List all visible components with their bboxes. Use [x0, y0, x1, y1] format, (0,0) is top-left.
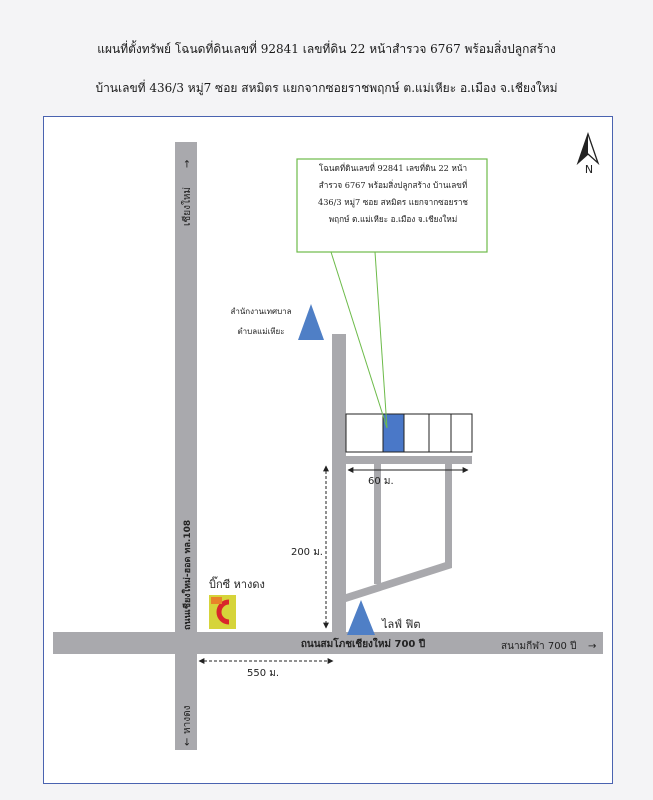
parcel — [429, 414, 451, 452]
soi-sahamit — [346, 456, 472, 464]
map-title-line-2: บ้านเลขที่ 436/3 หมู่7 ซอย สหมิตร แยกจากซอยราชพฤกษ์ ต.แม่เหียะ อ.เมือง จ.เชียงใหม่ — [95, 81, 558, 95]
map-title-line-1: แผนที่ตั้งทรัพย์ โฉนดที่ดินเลขที่ 92841 เลขที่ดิน 22 หน้าสำรวจ 6767 พร้อมสิ่งปลูกสร้าง — [97, 42, 556, 56]
callout-line-4: พฤกษ์ ต.แม่เหียะ อ.เมือง จ.เชียงใหม่ — [328, 214, 458, 224]
north-arrow-icon — [578, 134, 598, 163]
bigc-logo-icon — [209, 595, 236, 629]
stadium-label: สนามกีฬา 700 ปี — [501, 641, 577, 652]
hod-road-label: ถนนเชียงใหม่-ฮอด ทล.108 — [183, 519, 193, 630]
chiangmai-label: เชียงใหม่ — [182, 186, 193, 226]
road-chiangmai-hod — [175, 142, 197, 750]
municipal-office-marker — [298, 304, 324, 340]
hangdong-label: หางดง — [182, 705, 193, 734]
lifefit-label: ไลฟ์ ฟิต — [382, 618, 421, 631]
callout-line-1: โฉนดที่ดินเลขที่ 92841 เลขที่ดิน 22 หน้า — [318, 163, 468, 173]
soi-rachaphruek — [332, 334, 346, 632]
bigc-label: บิ๊กซี หางดง — [209, 578, 265, 591]
callout-line-3: 436/3 หมู่7 ซอย สหมิตร แยกจากซอยราช — [318, 197, 468, 207]
lifefit-marker — [347, 600, 375, 635]
north-label: N — [584, 163, 594, 176]
parcel-row — [346, 414, 472, 452]
east-lane — [445, 464, 452, 564]
main-road-label: ถนนสมโภชเชียงใหม่ 700 ปี — [300, 639, 426, 650]
diagonal-lane — [346, 560, 452, 602]
municipal-office-label-1: สำนักงานเทศบาล — [230, 307, 292, 316]
parcel — [346, 414, 383, 452]
stadium-arrow-icon: → — [588, 641, 597, 652]
distance-60m: 60 ม. — [368, 476, 394, 487]
callout-line-2: สำรวจ 6767 พร้อมสิ่งปลูกสร้าง บ้านเลขที่ — [318, 180, 468, 190]
property-callout-text — [300, 160, 486, 228]
callout-leader — [375, 252, 387, 428]
distance-550m: 550 ม. — [246, 668, 280, 679]
parcel — [404, 414, 429, 452]
municipal-office-label-2: ตำบลแม่เหียะ — [237, 327, 285, 336]
hangdong-arrow-icon: ← — [182, 737, 193, 746]
distance-200m: 200 ม. — [290, 547, 323, 558]
parcel — [451, 414, 472, 452]
chiangmai-arrow-icon: → — [182, 159, 193, 168]
